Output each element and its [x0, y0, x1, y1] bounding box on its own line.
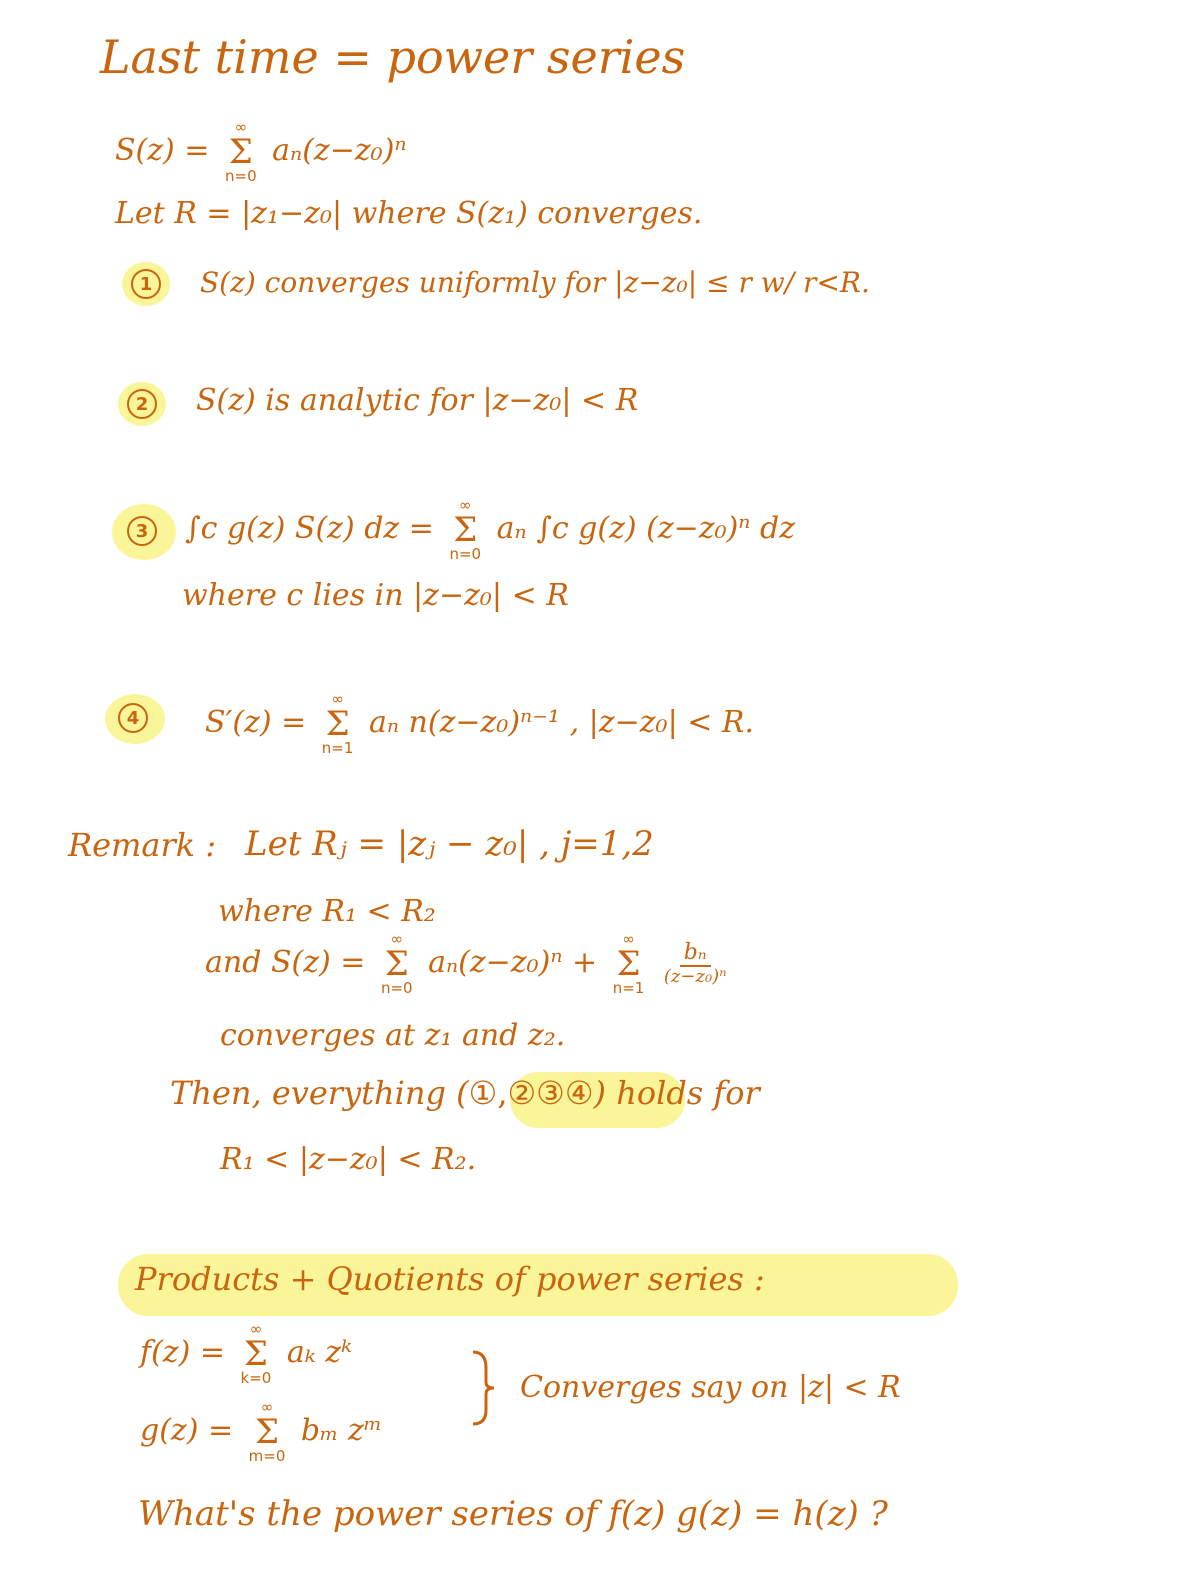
item-3-summation: ∞ Σ n=0	[449, 496, 482, 563]
g-definition	[140, 1400, 382, 1464]
remark-circled-items: ①,②③④	[468, 1074, 594, 1112]
item-4-formula	[205, 692, 754, 756]
item-2-text: S(z) is analytic for |z−z₀| < R	[196, 383, 639, 418]
g-lhs: g(z) =	[140, 1413, 234, 1448]
question: What's the power series of f(z) g(z) = h(z) ?	[138, 1494, 888, 1534]
remark-sum-1: ∞ Σ n=0	[380, 930, 413, 997]
remark-sum-2: ∞ Σ n=1	[612, 930, 645, 997]
f-lhs: f(z) =	[140, 1335, 225, 1370]
remark-label: Remark :	[68, 826, 217, 864]
item-4-number: 4	[118, 703, 148, 733]
let-line: Let R = |z₁−z₀| where S(z₁) converges.	[115, 196, 703, 231]
f-definition	[140, 1322, 352, 1386]
remark-line-1: Let Rⱼ = |zⱼ − z₀| , j=1,2	[245, 824, 654, 864]
item-3-sum-lower: n=0	[449, 545, 482, 563]
series-term: aₙ(z−z₀)ⁿ	[272, 133, 407, 168]
brace-note: Converges say on |z| < R	[520, 1370, 901, 1405]
f-term: aₖ zᵏ	[286, 1335, 353, 1370]
item-3-rhs: aₙ ∫c g(z) (z−z₀)ⁿ dz	[496, 511, 796, 546]
remark-sum-2-upper: ∞	[622, 930, 635, 948]
g-term: bₘ zᵐ	[300, 1413, 383, 1448]
remark-line-5-prefix: Then, everything (	[170, 1074, 469, 1112]
series-lhs: S(z) =	[115, 133, 210, 168]
remark-fraction-numerator: bₙ	[680, 941, 711, 967]
g-sum-lower: m=0	[248, 1447, 286, 1465]
item-1-number: 1	[131, 269, 161, 299]
f-sum-lower: k=0	[240, 1369, 272, 1387]
remark-fraction-denominator: (z−z₀)ⁿ	[663, 966, 727, 988]
item-1-text: S(z) converges uniformly for |z−z₀| ≤ r w/ r<R.	[200, 266, 870, 299]
page-title: Last time = power series	[100, 30, 686, 84]
remark-line-6: R₁ < |z−z₀| < R₂.	[220, 1142, 477, 1177]
remark-line-3	[205, 932, 731, 996]
item-4-lhs: S′(z) =	[205, 705, 307, 740]
item-3-number: 3	[127, 516, 157, 546]
sum-lower: n=0	[225, 167, 257, 185]
item-4-sum-lower: n=1	[321, 739, 354, 757]
remark-sum-1-upper: ∞	[390, 930, 403, 948]
f-sum-upper: ∞	[249, 1320, 263, 1338]
remark-line-5	[170, 1074, 760, 1112]
item-3-sum-upper: ∞	[459, 496, 472, 514]
remark-term-1: aₙ(z−z₀)ⁿ +	[428, 945, 598, 980]
remark-sum-1-lower: n=0	[380, 979, 413, 997]
sum-upper: ∞	[234, 118, 248, 136]
g-sum-upper: ∞	[260, 1398, 274, 1416]
remark-fraction	[664, 941, 727, 987]
remark-line-3-prefix: and S(z) =	[205, 945, 366, 980]
remark-line-5-suffix: ) holds for	[593, 1074, 760, 1112]
item-4-summation: ∞ Σ n=1	[321, 690, 354, 757]
item-4-rhs: aₙ n(z−z₀)ⁿ⁻¹ , |z−z₀| < R.	[368, 705, 755, 740]
brace-icon	[468, 1348, 498, 1428]
item-2-number: 2	[127, 389, 157, 419]
g-summation: ∞ Σ m=0	[248, 1398, 286, 1465]
item-3-lhs: ∫c g(z) S(z) dz =	[185, 511, 434, 546]
item-4-sum-upper: ∞	[331, 690, 344, 708]
series-definition	[115, 120, 407, 184]
remark-line-4: converges at z₁ and z₂.	[220, 1018, 566, 1053]
remark-sum-2-lower: n=1	[612, 979, 645, 997]
item-3-subtext: where c lies in |z−z₀| < R	[182, 578, 569, 613]
remark-line-2: where R₁ < R₂	[218, 894, 436, 929]
section-heading: Products + Quotients of power series :	[135, 1260, 765, 1298]
summation-symbol: ∞ Σ n=0	[225, 118, 257, 185]
item-3-formula	[185, 498, 795, 562]
f-summation: ∞ Σ k=0	[240, 1320, 272, 1387]
